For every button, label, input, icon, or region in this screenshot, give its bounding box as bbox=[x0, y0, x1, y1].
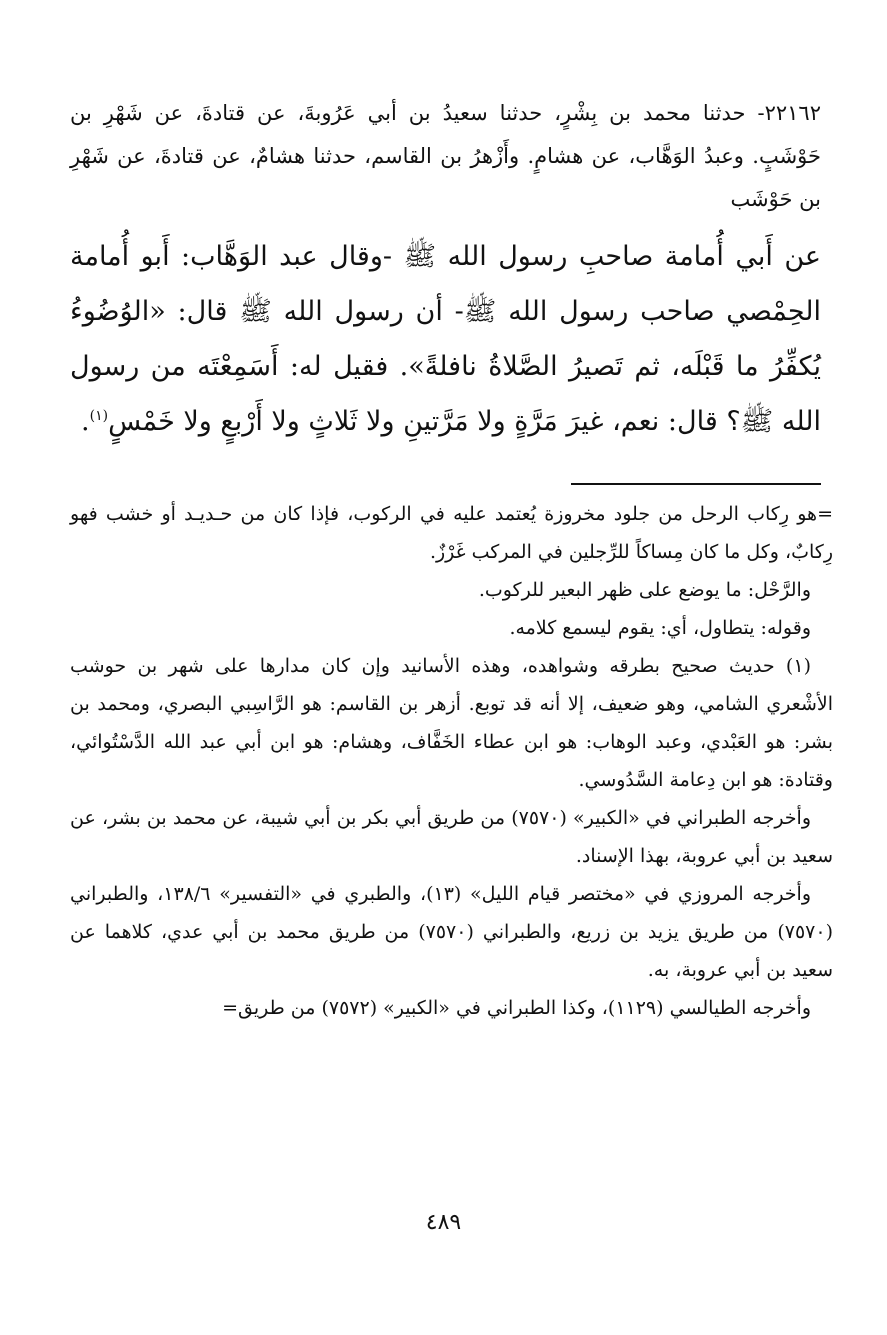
hadith-isnad bbox=[70, 92, 821, 221]
footnote-separator bbox=[571, 483, 821, 485]
matn-text: عن أَبي أُمامة صاحبِ رسول الله ﷺ -وقال عبد الوَهَّاب: أَبو أُمامة الحِمْصي صاحب رسول الله ﷺ- أن رسول الله ﷺ قال: «الوُضُوءُ يُكفِّرُ ما قَبْلَه، ثم تَصيرُ الصَّلاةُ نافلةً». فقيل له: أَسَمِعْتَه من رسول الله ﷺ؟ قال: نعم، غيرَ مَرَّةٍ ولا مَرَّتينِ ولا ثَلاثٍ ولا أَرْبعٍ ولا خَمْسٍ bbox=[70, 241, 821, 437]
footnote-paragraph: وقوله: يتطاول، أي: يقوم ليسمع كلامه. bbox=[509, 617, 811, 639]
isnad-text: ٢٢١٦٢- حدثنا محمد بن بِشْرٍ، حدثنا سعيدُ بن أبي عَرُوبةَ، عن قتادةَ، عن شَهْرِ بن حَوْشَبٍ. وعبدُ الوَهَّاب، عن هشامٍ. وأَزْهرُ بن القاسم، حدثنا هشامٌ، عن قتادةَ، عن شَهْرِ بن حَوْشَب bbox=[70, 101, 821, 211]
matn-end: . bbox=[81, 406, 90, 437]
footnote-continuation: =هو رِكاب الرحل من جلود مخروزة يُعتمد عليه في الركوب، فإذا كان من حـديـد أو خشب فهو رِكابٌ، وكل ما كان مِساكاً للرِّجلين في المركب غَرْزٌ. bbox=[70, 503, 833, 563]
footnotes bbox=[70, 495, 833, 1027]
footnote-paragraph: وأخرجه المروزي في «مختصر قيام الليل» (١٣)، والطبري في «التفسير» ١٣٨/٦، والطبراني (٧٥٧٠) من طريق يزيد بن زريع، والطبراني (٧٥٧٠) من طريق محمد بن أبي عدي، كلاهما عن سعيد بن أبي عروبة، به. bbox=[70, 883, 834, 981]
footnote-paragraph: وأخرجه الطيالسي (١١٢٩)، وكذا الطبراني في «الكبير» (٧٥٧٢) من طريق= bbox=[222, 997, 811, 1019]
footnote-paragraph: (١) حديث صحيح بطرقه وشواهده، وهذه الأسانيد وإن كان مدارها على شهر بن حوشب الأشْعري الشامي، وهو ضعيف، إلا أنه قد توبع. أزهر بن القاسم: هو الرَّاسِبي البصري، ومحمد بن بشر: هو العَبْدي، وعبد الوهاب: هو ابن عطاء الخَفَّاف، وهشام: هو ابن أبي عبد الله الدَّسْتُوائي، وقتادة: هو ابن دِعامة السَّدُوسي. bbox=[70, 655, 833, 791]
footnote-marker: (١) bbox=[89, 408, 109, 424]
footnote-paragraph: والرَّحْل: ما يوضع على ظهر البعير للركوب. bbox=[478, 579, 811, 601]
page-number: ٤٨٩ bbox=[425, 1210, 462, 1235]
footnote-paragraph: وأخرجه الطبراني في «الكبير» (٧٥٧٠) من طريق أبي بكر بن أبي شيبة، عن محمد بن بشر، عن سعيد بن أبي عروبة، بهذا الإسناد. bbox=[70, 807, 833, 867]
matn-paragraph bbox=[70, 229, 821, 449]
hadith-matn bbox=[70, 229, 821, 449]
page-content bbox=[70, 92, 834, 1027]
